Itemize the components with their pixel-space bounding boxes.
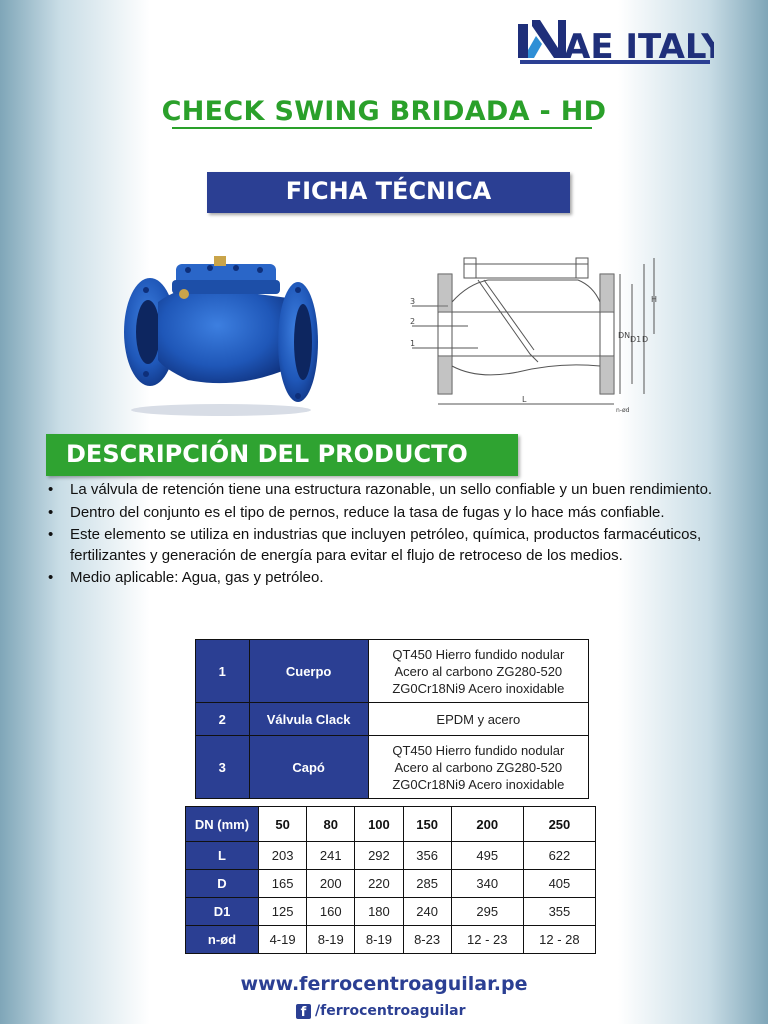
drawing-label-nd: n-ød bbox=[616, 407, 630, 414]
drawing-label-2: 2 bbox=[410, 317, 416, 326]
dims-cell: 200 bbox=[307, 870, 355, 898]
dims-cell: 125 bbox=[259, 898, 307, 926]
dims-cell: 8-23 bbox=[403, 926, 451, 954]
material-line: Acero al carbono ZG280-520 bbox=[394, 759, 563, 775]
description-list bbox=[48, 480, 728, 591]
dims-cell: 405 bbox=[523, 870, 595, 898]
dims-cell: 285 bbox=[403, 870, 451, 898]
dims-cell: 203 bbox=[259, 842, 307, 870]
dims-cell: 8-19 bbox=[307, 926, 355, 954]
dims-row-label: D bbox=[186, 870, 259, 898]
material-line: QT450 Hierro fundido nodular bbox=[392, 742, 565, 758]
dims-col: 250 bbox=[523, 807, 595, 842]
brand-logo-text: AE ITALY bbox=[564, 27, 714, 67]
materials-table bbox=[195, 639, 589, 799]
dims-cell: 292 bbox=[355, 842, 403, 870]
table-row bbox=[186, 926, 596, 954]
dims-cell: 220 bbox=[355, 870, 403, 898]
drawing-label-d: D bbox=[642, 335, 649, 344]
dims-row-label: D1 bbox=[186, 898, 259, 926]
dims-col: 150 bbox=[403, 807, 451, 842]
description-heading: DESCRIPCIÓN DEL PRODUCTO bbox=[46, 434, 518, 476]
table-row bbox=[196, 703, 589, 736]
drawing-label-dn: DN bbox=[618, 331, 631, 340]
dims-cell: 356 bbox=[403, 842, 451, 870]
dims-cell: 240 bbox=[403, 898, 451, 926]
dims-cell: 165 bbox=[259, 870, 307, 898]
dims-cell: 355 bbox=[523, 898, 595, 926]
dims-cell: 295 bbox=[451, 898, 523, 926]
drawing-label-1: 1 bbox=[410, 339, 416, 348]
material-line: EPDM y acero bbox=[436, 711, 521, 727]
dims-cell: 12 - 23 bbox=[451, 926, 523, 954]
brand-logo bbox=[518, 14, 714, 72]
table-row bbox=[186, 870, 596, 898]
facebook-icon: f bbox=[296, 1004, 311, 1019]
facebook-handle: /ferrocentroaguilar bbox=[315, 1003, 466, 1019]
table-row bbox=[186, 842, 596, 870]
dims-cell: 622 bbox=[523, 842, 595, 870]
table-row bbox=[186, 807, 596, 842]
dims-cell: 4-19 bbox=[259, 926, 307, 954]
material-line: Acero al carbono ZG280-520 bbox=[394, 663, 563, 679]
dims-cell: 495 bbox=[451, 842, 523, 870]
technical-drawing bbox=[408, 254, 666, 414]
table-row bbox=[186, 898, 596, 926]
dims-header-label: DN (mm) bbox=[186, 807, 259, 842]
table-row bbox=[196, 736, 589, 799]
material-part: Válvula Clack bbox=[249, 703, 368, 736]
material-part: Cuerpo bbox=[249, 640, 368, 703]
material-line: QT450 Hierro fundido nodular bbox=[392, 646, 565, 662]
material-desc bbox=[368, 703, 588, 736]
product-photo bbox=[118, 250, 324, 420]
drawing-label-d1: D1 bbox=[630, 335, 642, 344]
material-num: 1 bbox=[196, 640, 250, 703]
drawing-label-l: L bbox=[522, 395, 527, 404]
list-item: • Este elemento se utiliza en industrias que incluyen petróleo, química, productos farmacéuticos, fertilizantes y generación de energía para evitar el flujo de retroceso de los medios. bbox=[48, 525, 728, 566]
dims-cell: 241 bbox=[307, 842, 355, 870]
dims-cell: 8-19 bbox=[355, 926, 403, 954]
material-num: 2 bbox=[196, 703, 250, 736]
material-num: 3 bbox=[196, 736, 250, 799]
dims-col: 50 bbox=[259, 807, 307, 842]
dims-col: 200 bbox=[451, 807, 523, 842]
brand-logo-mark bbox=[518, 14, 714, 72]
dims-cell: 340 bbox=[451, 870, 523, 898]
dims-cell: 180 bbox=[355, 898, 403, 926]
facebook-link[interactable] bbox=[296, 1001, 466, 1021]
material-line: ZG0Cr18Ni9 Acero inoxidable bbox=[392, 680, 565, 696]
product-title: CHECK SWING BRIDADA - HD bbox=[161, 96, 607, 127]
drawing-label-h: H bbox=[651, 295, 658, 304]
ficha-tecnica-banner: FICHA TÉCNICA bbox=[207, 172, 570, 213]
dimensions-table bbox=[185, 806, 596, 954]
dims-row-label: n-ød bbox=[186, 926, 259, 954]
drawing-label-3: 3 bbox=[410, 297, 416, 306]
material-line: ZG0Cr18Ni9 Acero inoxidable bbox=[392, 776, 565, 792]
table-row bbox=[196, 640, 589, 703]
material-part: Capó bbox=[249, 736, 368, 799]
dims-cell: 12 - 28 bbox=[523, 926, 595, 954]
material-desc bbox=[368, 640, 588, 703]
title-underline bbox=[172, 127, 592, 129]
dims-col: 100 bbox=[355, 807, 403, 842]
dims-cell: 160 bbox=[307, 898, 355, 926]
website-link[interactable]: www.ferrocentroaguilar.pe bbox=[240, 973, 528, 995]
list-item: • Medio aplicable: Agua, gas y petróleo. bbox=[48, 568, 728, 589]
dims-row-label: L bbox=[186, 842, 259, 870]
list-item: • Dentro del conjunto es el tipo de pernos, reduce la tasa de fugas y lo hace más confiable. bbox=[48, 503, 728, 524]
dims-col: 80 bbox=[307, 807, 355, 842]
material-desc bbox=[368, 736, 588, 799]
list-item: • La válvula de retención tiene una estructura razonable, un sello confiable y un buen rendimiento. bbox=[48, 480, 728, 501]
